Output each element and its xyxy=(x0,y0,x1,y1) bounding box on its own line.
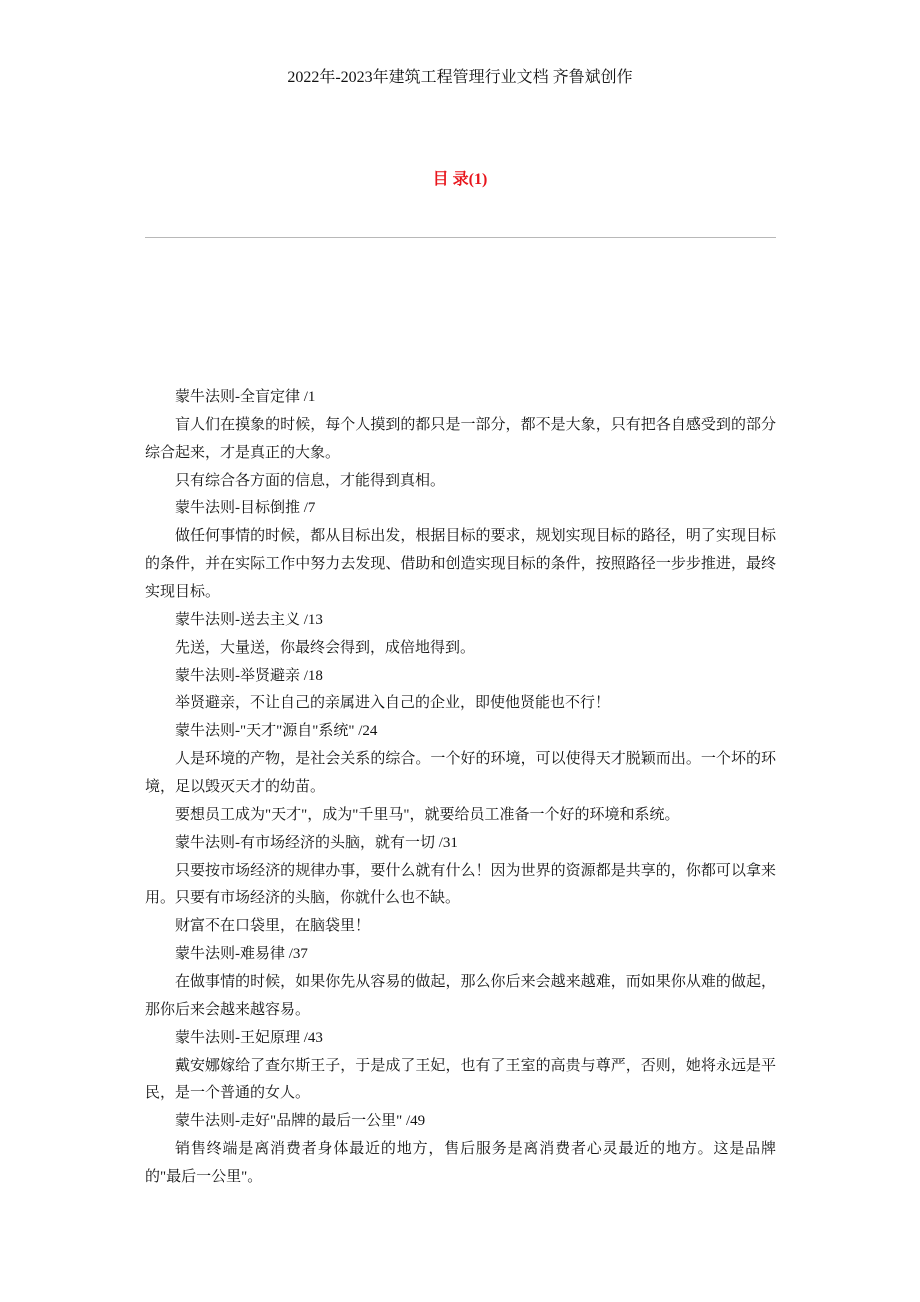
toc-entry: 蒙牛法则-走好"品牌的最后一公里" /49 xyxy=(175,1113,426,1130)
toc-entry: 蒙牛法则-"天才"源自"系统" /24 xyxy=(175,723,378,740)
toc-entry: 蒙牛法则-难易律 /37 xyxy=(175,946,308,963)
toc-entry: 蒙牛法则-目标倒推 /7 xyxy=(175,500,316,517)
divider xyxy=(145,237,776,238)
paragraph: 销售终端是离消费者身体最近的地方，售后服务是离消费者心灵最近的地方。这是品牌的"最后一公里"。 xyxy=(145,1141,776,1186)
document-body xyxy=(145,384,776,1192)
paragraph: 人是环境的产物，是社会关系的综合。一个好的环境，可以使得天才脱颖而出。一个坏的环境，足以毁灭天才的幼苗。 xyxy=(145,751,776,796)
paragraph: 财富不在口袋里，在脑袋里！ xyxy=(175,918,371,935)
toc-entry: 蒙牛法则-有市场经济的头脑，就有一切 /31 xyxy=(175,834,458,851)
paragraph: 只有综合各方面的信息，才能得到真相。 xyxy=(175,472,446,489)
paragraph: 先送，大量送，你最终会得到，成倍地得到。 xyxy=(175,639,476,656)
paragraph: 戴安娜嫁给了查尔斯王子，于是成了王妃，也有了王室的高贵与尊严，否则，她将永远是平民，是一个普通的女人。 xyxy=(145,1057,776,1102)
page-header: 2022年-2023年建筑工程管理行业文档 齐鲁斌创作 xyxy=(287,69,633,86)
toc-entry: 蒙牛法则-全盲定律 /1 xyxy=(175,389,316,405)
paragraph: 做任何事情的时候，都从目标出发，根据目标的要求，规划实现目标的路径，明了实现目标的条件，并在实际工作中努力去发现、借助和创造实现目标的条件，按照路径一步步推进，最终实现目标。 xyxy=(145,528,776,601)
toc-title: 目 录(1) xyxy=(432,171,488,188)
paragraph: 只要按市场经济的规律办事，要什么就有什么！因为世界的资源都是共享的，你都可以拿来用。只要有市场经济的头脑，你就什么也不缺。 xyxy=(145,862,776,907)
paragraph: 要想员工成为"天才"，成为"千里马"，就要给员工准备一个好的环境和系统。 xyxy=(175,806,680,823)
toc-entry: 蒙牛法则-举贤避亲 /18 xyxy=(175,667,323,684)
toc-entry: 蒙牛法则-王妃原理 /43 xyxy=(175,1029,323,1046)
paragraph: 盲人们在摸象的时候，每个人摸到的都只是一部分，都不是大象，只有把各自感受到的部分综合起来，才是真正的大象。 xyxy=(145,416,776,461)
paragraph: 在做事情的时候，如果你先从容易的做起，那么你后来会越来越难，而如果你从难的做起，那你后来会越来越容易。 xyxy=(145,974,776,1018)
toc-entry: 蒙牛法则-送去主义 /13 xyxy=(175,611,323,628)
paragraph: 举贤避亲，不让自己的亲属进入自己的企业，即使他贤能也不行！ xyxy=(175,695,611,712)
